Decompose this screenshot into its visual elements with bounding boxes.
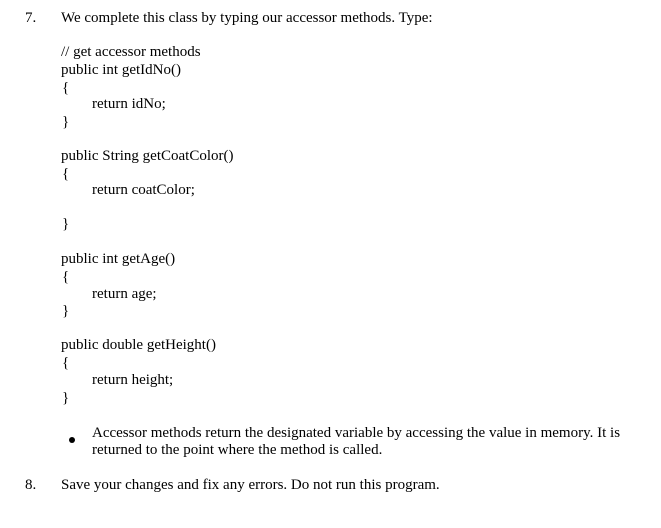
bullet-icon — [69, 437, 75, 443]
method-signature-getheight: public double getHeight() — [61, 337, 216, 353]
step-number-8: 8. — [25, 477, 37, 493]
method-signature-getage: public int getAge() — [61, 251, 176, 267]
open-brace: { — [62, 355, 70, 371]
step-7-text: We complete this class by typing our accessor methods. Type: — [61, 10, 433, 26]
method-body-getheight: return height; — [92, 372, 174, 388]
method-body-getcoatcolor: return coatColor; — [92, 182, 195, 198]
open-brace: { — [62, 80, 70, 96]
method-signature-getcoatcolor: public String getCoatColor() — [61, 148, 234, 164]
code-comment: // get accessor methods — [61, 44, 201, 60]
close-brace: } — [62, 216, 70, 232]
open-brace: { — [62, 269, 70, 285]
method-body-getidno: return idNo; — [92, 96, 166, 112]
step-8-text: Save your changes and fix any errors. Do not run this program. — [61, 477, 440, 493]
note-text: Accessor methods return the designated variable by accessing the value in memory. It is returned to the point where the method is called. — [92, 425, 621, 458]
step-number-7: 7. — [25, 10, 37, 26]
method-body-getage: return age; — [92, 286, 157, 302]
method-signature-getidno: public int getIdNo() — [61, 62, 181, 78]
close-brace: } — [62, 390, 70, 406]
open-brace: { — [62, 166, 70, 182]
close-brace: } — [62, 114, 70, 130]
close-brace: } — [62, 303, 70, 319]
